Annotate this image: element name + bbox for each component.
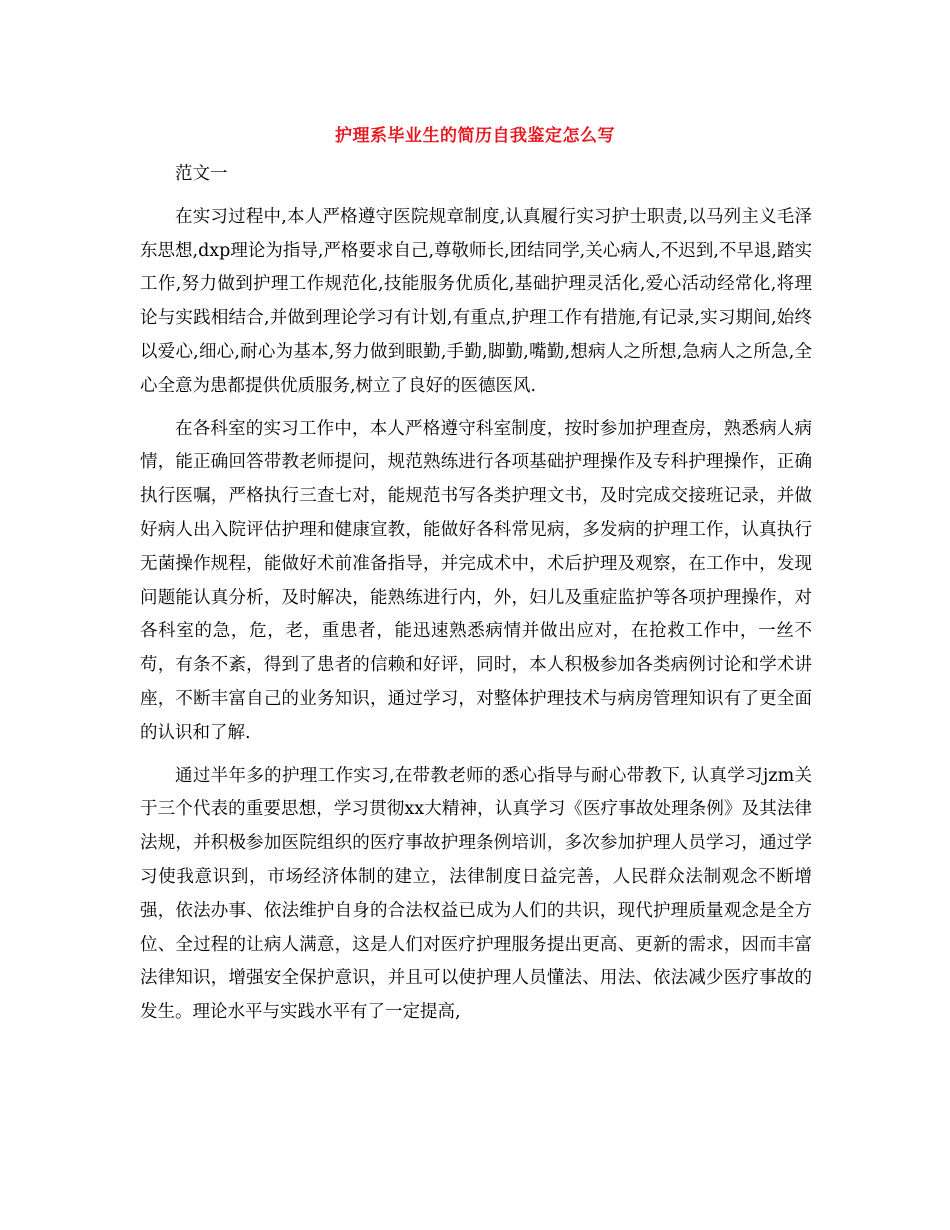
paragraph-3: 通过半年多的护理工作实习,在带教老师的悉心指导与耐心带教下, 认真学习jzm关于三个代表的重要思想，学习贯彻xx大精神，认真学习《医疗事故处理条例》及其法律法规，并积极参加医院组织的医疗事故护理条例培训，多次参加护理人员学习，通过学习使我意识到，市场经济体制的建立，法律制度日益完善，人民群众法制观念不断增强，依法办事、依法维护自身的合法权益已成为人们的共识，现代护理质量观念是全方位、全过程的让病人满意，这是人们对医疗护理服务提出更高、更新的需求，因而丰富法律知识，增强安全保护意识，并且可以使护理人员懂法、用法、依法减少医疗事故的发生。理论水平与实践水平有了一定提高,: [140, 765, 812, 1023]
document-body: [140, 150, 812, 1030]
paragraph-1: 在实习过程中,本人严格遵守医院规章制度,认真履行实习护士职责,以马列主义毛泽东思想,dxp理论为指导,严格要求自己,尊敬师长,团结同学,关心病人,不迟到,不早退,踏实工作,努力做到护理工作规范化,技能服务优质化,基础护理灵活化,爱心活动经常化,将理论与实践相结合,并做到理论学习有计划,有重点,护理工作有措施,有记录,实习期间,始终以爱心,细心,耐心为基本,努力做到眼勤,手勤,脚勤,嘴勤,想病人之所想,急病人之所急,全心全意为患都提供优质服务,树立了良好的医德医风.: [140, 206, 812, 396]
section-label: 范文一: [175, 164, 228, 184]
document-title: 护理系毕业生的简历自我鉴定怎么写: [335, 126, 615, 146]
paragraph-2: 在各科室的实习工作中，本人严格遵守科室制度，按时参加护理查房，熟悉病人病情，能正确回答带教老师提问，规范熟练进行各项基础护理操作及专科护理操作，正确执行医嘱，严格执行三查七对，能规范书写各类护理文书，及时完成交接班记录，并做好病人出入院评估护理和健康宣教，能做好各科常见病，多发病的护理工作，认真执行无菌操作规程，能做好术前准备指导，并完成术中，术后护理及观察，在工作中，发现问题能认真分析，及时解决，能熟练进行内，外，妇儿及重症监护等各项护理操作，对各科室的急，危，老，重患者，能迅速熟悉病情并做出应对，在抢救工作中，一丝不苟，有条不紊，得到了患者的信赖和好评，同时，本人积极参加各类病例讨论和学术讲座，不断丰富自己的业务知识，通过学习，对整体护理技术与病房管理知识有了更全面的认识和了解.: [140, 418, 812, 743]
